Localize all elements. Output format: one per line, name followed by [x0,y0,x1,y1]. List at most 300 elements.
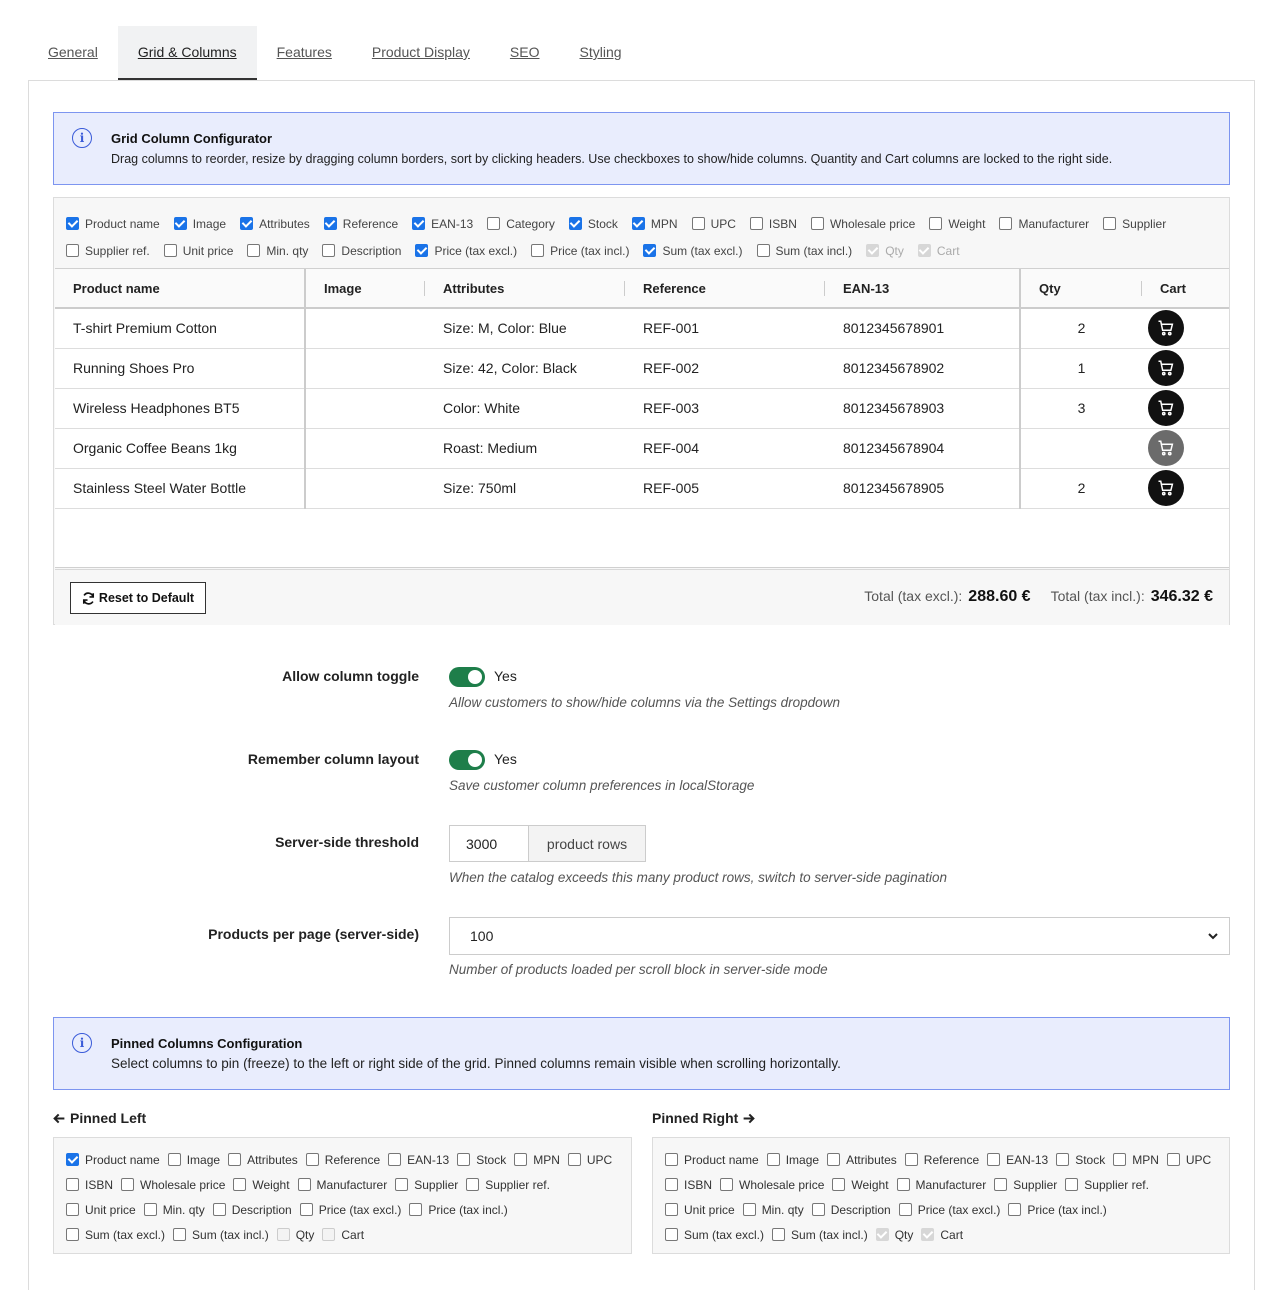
allow-toggle-switch[interactable] [449,667,485,687]
checkbox-box[interactable] [233,1178,246,1191]
cell-ean13: 8012345678905 [825,468,1020,508]
tab-features[interactable]: Features [276,44,332,60]
checkbox-box[interactable] [1065,1178,1078,1191]
pin-left-row [66,1222,619,1247]
checkbox-label: Category [506,216,555,231]
checkbox-label: UPC [1185,1152,1212,1167]
column-toggle-unit-price-checkbox[interactable] [164,244,234,258]
checkbox-label: ISBN [768,216,797,231]
pin-left-wholesale-price-checkbox[interactable] [121,1178,225,1192]
column-toggle-ean-13-checkbox[interactable] [412,217,473,231]
pin-right-row [665,1172,1217,1197]
pin-right-image-checkbox[interactable] [767,1153,819,1167]
checkbox-label: Weight [851,1177,889,1192]
checkbox-box[interactable] [757,244,770,257]
checkbox-box [921,1228,934,1241]
checkbox-box[interactable] [66,244,79,257]
checkbox-label: Manufacturer [1018,216,1090,231]
checkbox-label: Qty [885,243,904,258]
checkbox-box[interactable] [812,1203,825,1216]
pin-left-mpn-checkbox[interactable] [514,1153,560,1167]
cell-reference: REF-005 [625,468,825,508]
checkbox-box [322,1228,335,1241]
pin-left-attributes-checkbox[interactable] [228,1153,298,1167]
checkbox-label: Reference [324,1152,381,1167]
checkbox-box[interactable] [144,1203,157,1216]
checkbox-box[interactable] [750,217,763,230]
arrow-right-icon [742,1112,755,1125]
cell-cart [1142,388,1229,428]
checkbox-box[interactable] [665,1228,678,1241]
checkbox-label: EAN-13 [407,1152,450,1167]
column-toggle-wholesale-price-checkbox[interactable] [811,217,915,231]
refresh-icon [82,592,95,605]
threshold-addon: product rows [528,825,646,862]
checkbox-label: Supplier ref. [85,243,150,258]
pin-right-min-qty-checkbox[interactable] [743,1203,804,1217]
checkbox-label: Supplier ref. [485,1177,550,1192]
table-row [55,388,1229,428]
checkbox-box[interactable] [466,1178,479,1191]
checkbox-label: Supplier [1013,1177,1058,1192]
checkbox-label: Price (tax excl.) [434,243,518,258]
checkbox-box[interactable] [298,1178,311,1191]
tab-product-display[interactable]: Product Display [371,44,470,60]
checkbox-box[interactable] [929,217,942,230]
cell-attributes: Size: 42, Color: Black [425,348,625,388]
pinned-left-label: Pinned Left [70,1110,147,1126]
pin-right-row [665,1222,1217,1247]
total-incl-label: Total (tax incl.): [1050,588,1145,604]
pin-right-supplier-checkbox[interactable] [994,1178,1057,1192]
preview-table [55,269,1229,509]
remember-layout-switch[interactable] [449,750,485,770]
grid-info-title: Grid Column Configurator [111,131,273,146]
column-toggle-price-tax-incl-checkbox[interactable] [531,244,629,258]
checkbox-box[interactable] [632,217,645,230]
checkbox-label: Image [785,1152,820,1167]
checkbox-box[interactable] [905,1153,918,1166]
checkbox-box[interactable] [772,1228,785,1241]
pin-left-row [66,1172,619,1197]
checkbox-label: Stock [1075,1152,1106,1167]
pin-left-reference-checkbox[interactable] [306,1153,380,1167]
pin-right-mpn-checkbox[interactable] [1113,1153,1159,1167]
checkbox-box[interactable] [643,244,656,257]
checkbox-label: Price (tax incl.) [1027,1202,1107,1217]
checkbox-box[interactable] [306,1153,319,1166]
pinned-right-label: Pinned Right [652,1110,739,1126]
cell-qty: 3 [1020,388,1142,428]
preview-table-wrapper [55,268,1229,568]
checkbox-label: Stock [587,216,618,231]
threshold-input[interactable]: 3000 [449,825,529,862]
checkbox-box[interactable] [987,1153,1000,1166]
column-toggle-list [66,210,1216,264]
column-toggle-attributes-checkbox[interactable] [240,217,310,231]
table-row [55,348,1229,388]
checkbox-label: Cart [940,1227,964,1242]
checkbox-label: Min. qty [266,243,309,258]
checkbox-label: Stock [476,1152,507,1167]
table-row [55,308,1229,348]
checkbox-label: Cart [936,243,960,258]
pin-left-supplier-checkbox[interactable] [395,1178,458,1192]
pin-right-cart-checkbox [921,1228,963,1242]
grid-preview [53,197,1230,625]
pin-left-manufacturer-checkbox[interactable] [298,1178,388,1192]
add-to-cart-button[interactable] [1148,350,1184,386]
checkbox-box[interactable] [173,1228,186,1241]
checkbox-label: Reference [342,216,399,231]
checkbox-box[interactable] [811,217,824,230]
pin-right-sum-tax-incl-checkbox[interactable] [772,1228,868,1242]
checkbox-label: Supplier [1122,216,1167,231]
checkbox-box [277,1228,290,1241]
cell-product-name: T-shirt Premium Cotton [55,308,305,348]
checkbox-label: Qty [894,1227,914,1242]
pin-left-upc-checkbox[interactable] [568,1153,612,1167]
column-toggle-isbn-checkbox[interactable] [750,217,797,231]
checkbox-box[interactable] [66,1228,79,1241]
column-toggle-qty-checkbox [866,244,904,258]
checkbox-box[interactable] [899,1203,912,1216]
col-header-reference[interactable]: Reference [625,269,825,308]
cell-cart [1142,468,1229,508]
threshold-help: When the catalog exceeds this many product rows, switch to server-side pagination [449,870,948,885]
column-toggle-weight-checkbox[interactable] [929,217,985,231]
column-toggle-price-tax-excl-checkbox[interactable] [415,244,517,258]
reset-to-default-button[interactable] [70,582,206,614]
totals [864,588,1213,606]
pin-right-attributes-checkbox[interactable] [827,1153,897,1167]
checkbox-box[interactable] [665,1178,678,1191]
checkbox-box [866,244,879,257]
cart-icon [1157,439,1175,457]
checkbox-label: Price (tax incl.) [550,243,630,258]
tab-seo[interactable]: SEO [509,44,540,60]
add-to-cart-button[interactable] [1148,310,1184,346]
checkbox-label: Wholesale price [739,1177,825,1192]
info-icon: i [72,128,92,148]
checkbox-label: Product name [684,1152,759,1167]
pin-left-description-checkbox[interactable] [213,1203,292,1217]
info-icon: i [72,1033,92,1053]
checkbox-box[interactable] [487,217,500,230]
checkbox-label: Unit price [85,1202,136,1217]
cell-image [305,388,425,428]
checkbox-label: Price (tax excl.) [318,1202,402,1217]
grid-info-alert [53,112,1230,185]
cell-image [305,468,425,508]
cell-qty: 2 [1020,468,1142,508]
checkbox-label: Reference [923,1152,980,1167]
checkbox-label: Weight [252,1177,290,1192]
checkbox-box[interactable] [66,1203,79,1216]
checkbox-label: Unit price [684,1202,735,1217]
pin-left-stock-checkbox[interactable] [457,1153,506,1167]
checkbox-box[interactable] [568,1153,581,1166]
column-toggle-reference-checkbox[interactable] [324,217,398,231]
checkbox-box[interactable] [300,1203,313,1216]
table-row [55,468,1229,508]
per-page-help: Number of products loaded per scroll block in server-side mode [449,962,828,977]
cart-icon [1157,399,1175,417]
pin-right-upc-checkbox[interactable] [1167,1153,1211,1167]
pin-left-cart-checkbox [322,1228,364,1242]
checkbox-box[interactable] [1008,1203,1021,1216]
checkbox-box[interactable] [1103,217,1116,230]
checkbox-label: Attributes [247,1152,298,1167]
column-toggle-min-qty-checkbox[interactable] [247,244,308,258]
checkbox-label: Product name [85,1152,160,1167]
add-to-cart-button[interactable] [1148,430,1184,466]
checkbox-box[interactable] [322,244,335,257]
checkbox-box[interactable] [395,1178,408,1191]
checkbox-box [876,1228,889,1241]
cell-qty: 1 [1020,348,1142,388]
grid-footer [55,569,1229,625]
checkbox-label: Sum (tax incl.) [192,1227,269,1242]
pin-right-price-tax-excl-checkbox[interactable] [899,1203,1001,1217]
checkbox-box[interactable] [164,244,177,257]
col-header-image[interactable]: Image [305,269,425,308]
remember-layout-help: Save customer column preferences in localStorage [449,778,755,793]
remember-layout-value: Yes [494,751,517,767]
cell-reference: REF-004 [625,428,825,468]
column-toggle-mpn-checkbox[interactable] [632,217,678,231]
threshold-label: Server-side threshold [275,834,419,850]
cell-cart [1142,428,1229,468]
pin-left-price-tax-incl-checkbox[interactable] [409,1203,507,1217]
per-page-value: 100 [470,928,494,944]
pin-right-price-tax-incl-checkbox[interactable] [1008,1203,1106,1217]
checkbox-label: Weight [948,216,986,231]
pinned-left-title [53,1110,146,1126]
table-row [55,428,1229,468]
column-toggle-category-checkbox[interactable] [487,217,555,231]
pin-left-weight-checkbox[interactable] [233,1178,289,1192]
pin-right-qty-checkbox [876,1228,914,1242]
checkbox-box[interactable] [409,1203,422,1216]
total-excl-label: Total (tax excl.): [864,588,963,604]
checkbox-label: UPC [586,1152,613,1167]
reset-label: Reset to Default [98,591,195,605]
chevron-down-icon [1205,928,1221,944]
checkbox-label: Min. qty [162,1202,205,1217]
checkbox-box[interactable] [457,1153,470,1166]
checkbox-box[interactable] [66,1153,79,1166]
col-header-ean13[interactable]: EAN-13 [825,269,1020,308]
add-to-cart-button[interactable] [1148,470,1184,506]
pin-right-reference-checkbox[interactable] [905,1153,979,1167]
checkbox-label: Sum (tax incl.) [775,243,853,258]
column-toggle-upc-checkbox[interactable] [692,217,736,231]
allow-toggle-help: Allow customers to show/hide columns via the Settings dropdown [449,695,840,710]
column-toggle-manufacturer-checkbox[interactable] [999,217,1089,231]
checkbox-label: Product name [85,216,160,231]
checkbox-box[interactable] [324,217,337,230]
pin-right-product-name-checkbox[interactable] [665,1153,759,1167]
pinned-info-alert [53,1017,1230,1090]
checkbox-label: Sum (tax excl.) [662,243,743,258]
tab-styling[interactable]: Styling [579,44,622,60]
col-header-qty[interactable]: Qty [1020,269,1142,308]
per-page-label: Products per page (server-side) [208,926,419,942]
pin-left-supplier-ref-checkbox[interactable] [466,1178,550,1192]
pin-right-wholesale-price-checkbox[interactable] [720,1178,824,1192]
column-toggle-supplier-checkbox[interactable] [1103,217,1166,231]
pin-right-manufacturer-checkbox[interactable] [897,1178,987,1192]
checkbox-box [918,244,931,257]
cell-product-name: Running Shoes Pro [55,348,305,388]
tab-general[interactable]: General [48,44,98,60]
col-header-attributes[interactable]: Attributes [425,269,625,308]
col-header-cart[interactable]: Cart [1142,269,1229,308]
checkbox-label: Manufacturer [316,1177,388,1192]
checkbox-box[interactable] [213,1203,226,1216]
pinned-right-title [652,1110,755,1126]
checkbox-box[interactable] [767,1153,780,1166]
checkbox-box[interactable] [1113,1153,1126,1166]
allow-toggle-value: Yes [494,668,517,684]
cell-reference: REF-001 [625,308,825,348]
checkbox-label: MPN [650,216,678,231]
checkbox-box[interactable] [66,217,79,230]
pin-right-description-checkbox[interactable] [812,1203,891,1217]
checkbox-label: EAN-13 [1006,1152,1049,1167]
checkbox-box[interactable] [897,1178,910,1191]
checkbox-label: Wholesale price [140,1177,226,1192]
checkbox-label: Supplier ref. [1084,1177,1149,1192]
per-page-select[interactable] [449,917,1230,955]
checkbox-box[interactable] [1167,1153,1180,1166]
column-toggle-cart-checkbox [918,244,960,258]
column-toggle-supplier-ref-checkbox[interactable] [66,244,150,258]
checkbox-box[interactable] [999,217,1012,230]
checkbox-box[interactable] [994,1178,1007,1191]
pinned-info-text: Select columns to pin (freeze) to the left or right side of the grid. Pinned columns remain visible when scrolling horizontally. [111,1056,841,1071]
cell-image [305,428,425,468]
pin-right-row [665,1197,1217,1222]
cell-product-name: Organic Coffee Beans 1kg [55,428,305,468]
column-toggle-sum-tax-excl-checkbox[interactable] [643,244,742,258]
pin-left-image-checkbox[interactable] [168,1153,220,1167]
cell-reference: REF-003 [625,388,825,428]
cell-attributes: Color: White [425,388,625,428]
pin-left-isbn-checkbox[interactable] [66,1178,113,1192]
add-to-cart-button[interactable] [1148,390,1184,426]
checkbox-box[interactable] [665,1203,678,1216]
pin-left-sum-tax-excl-checkbox[interactable] [66,1228,165,1242]
checkbox-label: Image [192,216,227,231]
checkbox-box[interactable] [1056,1153,1069,1166]
checkbox-box[interactable] [832,1178,845,1191]
cell-qty: 2 [1020,308,1142,348]
checkbox-label: Supplier [414,1177,459,1192]
checkbox-box[interactable] [240,217,253,230]
column-toggle-sum-tax-incl-checkbox[interactable] [757,244,853,258]
pin-left-price-tax-excl-checkbox[interactable] [300,1203,402,1217]
checkbox-label: Manufacturer [915,1177,987,1192]
cell-qty [1020,428,1142,468]
tab-grid-columns[interactable]: Grid & Columns [118,26,257,81]
checkbox-box[interactable] [174,217,187,230]
allow-toggle-label: Allow column toggle [282,668,419,684]
checkbox-label: Sum (tax excl.) [85,1227,166,1242]
pin-left-product-name-checkbox[interactable] [66,1153,160,1167]
pin-right-stock-checkbox[interactable] [1056,1153,1105,1167]
cell-attributes: Roast: Medium [425,428,625,468]
checkbox-box[interactable] [66,1178,79,1191]
pin-right-ean-13-checkbox[interactable] [987,1153,1048,1167]
column-toggle-product-name-checkbox[interactable] [66,217,160,231]
checkbox-label: Sum (tax incl.) [791,1227,868,1242]
checkbox-box[interactable] [692,217,705,230]
checkbox-label: Cart [341,1227,365,1242]
arrow-left-icon [53,1112,66,1125]
pin-left-qty-checkbox [277,1228,315,1242]
checkbox-label: Price (tax excl.) [917,1202,1001,1217]
checkbox-box[interactable] [168,1153,181,1166]
pin-right-weight-checkbox[interactable] [832,1178,888,1192]
column-toggle-description-checkbox[interactable] [322,244,401,258]
cell-ean13: 8012345678903 [825,388,1020,428]
pin-left-ean-13-checkbox[interactable] [388,1153,449,1167]
pin-right-unit-price-checkbox[interactable] [665,1203,735,1217]
col-header-product-name[interactable]: Product name [55,269,305,308]
cart-icon [1157,359,1175,377]
pin-left-sum-tax-incl-checkbox[interactable] [173,1228,269,1242]
checkbox-box[interactable] [247,244,260,257]
column-toggle-image-checkbox[interactable] [174,217,226,231]
checkbox-box[interactable] [412,217,425,230]
checkbox-box[interactable] [228,1153,241,1166]
checkbox-box[interactable] [743,1203,756,1216]
checkbox-box[interactable] [569,217,582,230]
checkbox-label: Description [830,1202,891,1217]
checkbox-label: Qty [295,1227,315,1242]
checkbox-box[interactable] [720,1178,733,1191]
pinned-info-title: Pinned Columns Configuration [111,1036,303,1051]
cell-attributes: Size: 750ml [425,468,625,508]
checkbox-box[interactable] [827,1153,840,1166]
pin-right-isbn-checkbox[interactable] [665,1178,712,1192]
cell-reference: REF-002 [625,348,825,388]
total-incl-value: 346.32 € [1150,588,1213,605]
checkbox-box[interactable] [388,1153,401,1166]
checkbox-box[interactable] [514,1153,527,1166]
checkbox-box[interactable] [665,1153,678,1166]
total-excl-value: 288.60 € [968,588,1031,605]
checkbox-label: Min. qty [761,1202,804,1217]
column-toggle-stock-checkbox[interactable] [569,217,618,231]
checkbox-label: Image [186,1152,221,1167]
pin-left-unit-price-checkbox[interactable] [66,1203,136,1217]
pin-left-min-qty-checkbox[interactable] [144,1203,205,1217]
checkbox-box[interactable] [121,1178,134,1191]
checkbox-box[interactable] [531,244,544,257]
column-toggle-row [66,210,1216,237]
checkbox-label: Price (tax incl.) [428,1202,508,1217]
checkbox-box[interactable] [415,244,428,257]
checkbox-label: Attributes [846,1152,897,1167]
pin-right-row [665,1147,1217,1172]
cart-icon [1157,319,1175,337]
pinned-right-box [652,1137,1230,1254]
pin-right-supplier-ref-checkbox[interactable] [1065,1178,1149,1192]
pin-right-sum-tax-excl-checkbox[interactable] [665,1228,764,1242]
